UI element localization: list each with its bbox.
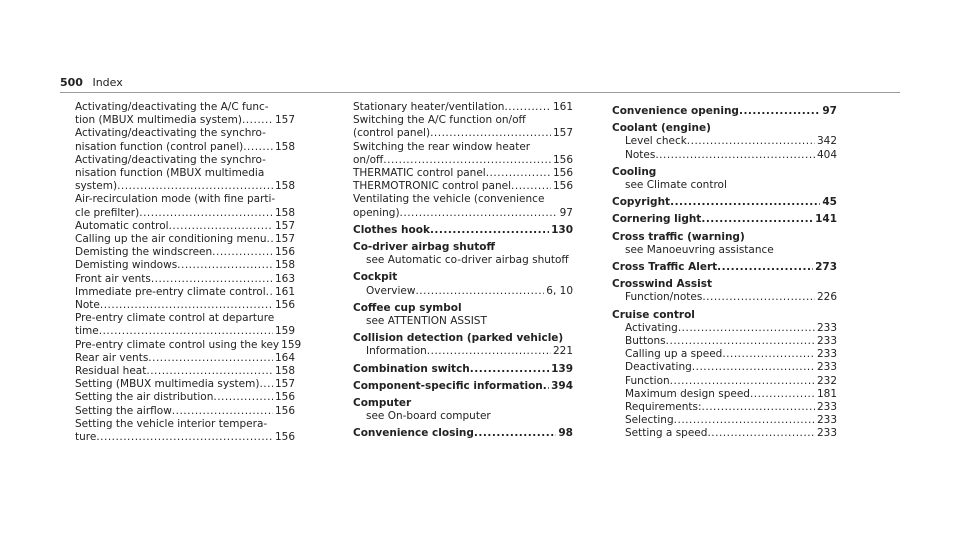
- subentry: [612, 388, 837, 401]
- entry-row: [75, 246, 295, 259]
- page-ref: 233: [816, 335, 837, 348]
- entry-text: Buttons: [625, 335, 666, 348]
- page-ref: 158: [274, 140, 295, 153]
- heading-text: Collision detection (parked vehicle): [353, 332, 564, 345]
- index-entry: [353, 380, 573, 393]
- header-rule: [60, 92, 900, 93]
- entry-text: ture: [75, 431, 97, 444]
- heading-text: Cooling: [612, 165, 657, 178]
- entry-row: [353, 180, 573, 193]
- index-column-2: [353, 101, 573, 441]
- subentry: [75, 259, 295, 272]
- entry-text: Information: [366, 345, 427, 358]
- dot-leader: [117, 180, 273, 193]
- entry-text: cle prefilter): [75, 206, 140, 219]
- page-ref: 233: [816, 414, 837, 427]
- dot-leader: [430, 224, 549, 237]
- entry-text: nisation function (control panel): [75, 140, 244, 153]
- page-header: [60, 76, 123, 89]
- index-entry: [612, 309, 837, 441]
- page-ref: 130: [551, 223, 573, 236]
- page-ref: 156: [274, 391, 295, 404]
- subentry: [353, 114, 573, 140]
- dot-leader: [242, 114, 273, 127]
- index-entry: [353, 224, 573, 237]
- subentry: [353, 345, 573, 358]
- entry-text: Front air vents: [75, 272, 151, 285]
- page-ref: 157: [274, 378, 295, 391]
- page-ref: 156: [274, 299, 295, 312]
- entry-heading: [353, 397, 573, 410]
- page-ref: 161: [552, 101, 573, 113]
- entry-heading: [353, 363, 573, 376]
- heading-text: Component-specific information: [353, 379, 543, 392]
- subentry: [353, 101, 573, 114]
- entry-line: nisation function (MBUX multimedia: [75, 167, 265, 180]
- dot-leader: [212, 246, 273, 259]
- subentry: [75, 273, 295, 286]
- dot-leader: [702, 291, 815, 304]
- entry-row: [75, 352, 295, 365]
- continued-subentries: [353, 101, 573, 220]
- page-ref: 342: [816, 135, 837, 148]
- dot-leader: [177, 259, 273, 272]
- entry-text: Setting (MBUX multimedia system): [75, 378, 260, 391]
- index-entry: [612, 261, 837, 274]
- heading-text: Coolant (engine): [612, 122, 711, 135]
- page-ref: 226: [816, 291, 837, 304]
- index-entry: [612, 105, 837, 118]
- heading-text: Combination switch: [353, 362, 470, 375]
- dot-leader: [474, 427, 556, 440]
- page-ref: 141: [815, 213, 837, 226]
- dot-leader: [750, 388, 815, 401]
- entry-row: [75, 405, 295, 418]
- entry-heading: [612, 213, 837, 226]
- entry-row: [75, 299, 295, 312]
- subentry: [353, 141, 573, 167]
- entry-heading: [353, 380, 573, 393]
- entry-text: opening): [353, 206, 400, 219]
- subentry: [612, 149, 837, 162]
- subentry: [612, 375, 837, 388]
- subentry: [75, 378, 295, 391]
- index-entry: [353, 332, 573, 358]
- entry-row: [353, 154, 573, 167]
- dot-leader: [139, 207, 273, 220]
- subentry: [353, 315, 573, 328]
- heading-text: Clothes hook: [353, 223, 430, 236]
- entry-heading: [612, 196, 837, 209]
- index-entry: [612, 231, 837, 257]
- entry-heading: [612, 122, 837, 135]
- heading-text: Convenience opening: [612, 105, 739, 117]
- page-ref: 156: [274, 431, 295, 444]
- page-ref: 6, 10: [546, 284, 573, 297]
- dot-leader: [146, 365, 273, 378]
- entry-row: [353, 167, 573, 180]
- heading-text: Cross traffic (warning): [612, 230, 745, 243]
- subentry: [353, 254, 573, 267]
- dot-leader: [430, 127, 551, 140]
- page-ref: 98: [558, 427, 573, 440]
- entry-text: Setting the air distribution: [75, 391, 214, 404]
- index-entry: [353, 427, 573, 440]
- index-entry: [353, 302, 573, 328]
- subentry: [75, 365, 295, 378]
- page-ref: 163: [274, 272, 295, 285]
- page-ref: 156: [552, 153, 573, 166]
- entry-line: Activating/deactivating the synchro-: [75, 127, 266, 140]
- dot-leader: [383, 154, 551, 167]
- subentry: [75, 405, 295, 418]
- entry-text: Selecting: [625, 414, 674, 427]
- subentry: [75, 312, 295, 338]
- page-ref: 156: [552, 167, 573, 180]
- subentry: [612, 348, 837, 361]
- page-ref: 181: [816, 387, 837, 400]
- heading-text: Cruise control: [612, 308, 695, 321]
- page-number: 500: [60, 76, 83, 89]
- heading-text: Cross Traffic Alert: [612, 261, 718, 274]
- index-entry: [353, 271, 573, 297]
- entry-text: see ATTENTION ASSIST: [366, 315, 487, 328]
- heading-text: Cockpit: [353, 271, 398, 284]
- entry-row: [75, 220, 295, 233]
- heading-text: Cornering light: [612, 213, 702, 226]
- dot-leader: [266, 286, 273, 299]
- dot-leader: [470, 363, 549, 376]
- entry-heading: [612, 231, 837, 244]
- dot-leader: [243, 141, 273, 154]
- page-ref: 45: [822, 196, 837, 209]
- page-ref: 157: [274, 114, 295, 127]
- entry-text: time: [75, 325, 99, 338]
- page-ref: 97: [559, 206, 573, 219]
- dot-leader: [172, 405, 273, 418]
- page-ref: 233: [816, 427, 837, 440]
- subentry: [75, 286, 295, 299]
- entry-text: Pre-entry climate control using the key: [75, 338, 280, 351]
- entry-heading: [353, 427, 573, 440]
- section-title: Index: [92, 76, 123, 89]
- subentry: [612, 414, 837, 427]
- entry-row: [75, 180, 295, 193]
- entry-text: Level check: [625, 135, 687, 148]
- page-ref: 157: [552, 127, 573, 140]
- page-ref: 158: [274, 259, 295, 272]
- entry-text: THERMOTRONIC control panel: [353, 180, 512, 193]
- entry-text: Calling up the air conditioning menu: [75, 233, 267, 246]
- entry-line: Ventilating the vehicle (convenience: [353, 193, 545, 206]
- dot-leader: [687, 135, 815, 148]
- page-ref: 233: [816, 361, 837, 374]
- entry-row: [353, 127, 573, 140]
- dot-leader: [701, 213, 813, 226]
- index-column-3: [612, 101, 837, 441]
- dot-leader: [148, 352, 273, 365]
- heading-text: Copyright: [612, 196, 671, 209]
- index-entry: [612, 122, 837, 162]
- dot-leader: [670, 196, 820, 209]
- subentry: [612, 335, 837, 348]
- page-ref: 273: [815, 261, 837, 274]
- page-ref: 158: [274, 180, 295, 193]
- subentry: [353, 285, 573, 298]
- entry-text: on/off: [353, 153, 384, 166]
- subentry: [75, 127, 295, 153]
- heading-text: Coffee cup symbol: [353, 301, 462, 314]
- entry-heading: [353, 224, 573, 237]
- dot-leader: [670, 375, 815, 388]
- entry-row: [75, 259, 295, 272]
- heading-text: Crosswind Assist: [612, 278, 713, 291]
- entry-text: Activating: [625, 321, 678, 334]
- entry-row: [353, 101, 573, 114]
- dot-leader: [702, 401, 815, 414]
- subentry: [612, 179, 837, 192]
- dot-leader: [259, 378, 273, 391]
- subentry: [612, 401, 837, 414]
- dot-leader: [427, 345, 551, 358]
- entry-line: Activating/deactivating the A/C func-: [75, 101, 269, 113]
- entry-text: see Automatic co-driver airbag shutoff: [366, 254, 569, 267]
- index-entry: [353, 363, 573, 376]
- subentry: [75, 220, 295, 233]
- entry-row: [75, 286, 295, 299]
- page-ref: 156: [552, 180, 573, 193]
- entry-text: Deactivating: [625, 361, 692, 374]
- entry-heading: [612, 105, 837, 118]
- entry-row: [353, 207, 573, 220]
- entry-line: Air-recirculation mode (with fine parti-: [75, 193, 276, 206]
- dot-leader: [722, 348, 815, 361]
- page-ref: 159: [281, 338, 302, 351]
- entry-row: [75, 378, 295, 391]
- entry-text: Demisting the windscreen: [75, 246, 213, 259]
- entry-heading: [612, 166, 837, 179]
- entry-heading: [353, 241, 573, 254]
- dot-leader: [717, 261, 813, 274]
- entry-row: [75, 391, 295, 404]
- subentry: [612, 244, 837, 257]
- entry-line: Setting the vehicle interior tempera-: [75, 417, 268, 430]
- entry-text: Overview: [366, 284, 416, 297]
- dot-leader: [99, 325, 273, 338]
- subentry: [75, 418, 295, 444]
- entry-line: Activating/deactivating the synchro-: [75, 153, 266, 166]
- entry-text: Automatic control: [75, 219, 169, 232]
- subentry: [75, 154, 295, 194]
- dot-leader: [674, 414, 815, 427]
- index-entry: [612, 213, 837, 226]
- subentry: [75, 391, 295, 404]
- subentry: [75, 233, 295, 246]
- subentry: [75, 101, 295, 127]
- entry-heading: [612, 309, 837, 322]
- subentry: [75, 352, 295, 365]
- subentry: [612, 427, 837, 440]
- dot-leader: [655, 149, 815, 162]
- page-ref: 156: [274, 246, 295, 259]
- dot-leader: [666, 335, 815, 348]
- subentry: [353, 180, 573, 193]
- page-ref: 161: [274, 285, 295, 298]
- entry-heading: [353, 332, 573, 345]
- page-ref: 232: [816, 374, 837, 387]
- heading-text: Convenience closing: [353, 427, 474, 440]
- subentry: [75, 299, 295, 312]
- index-column-1: [75, 101, 302, 444]
- page-ref: 97: [822, 105, 837, 117]
- entry-text: Function/notes: [625, 291, 703, 304]
- subentry: [353, 167, 573, 180]
- entry-heading: [353, 302, 573, 315]
- entry-heading: [612, 261, 837, 274]
- entry-text: tion (MBUX multimedia system): [75, 114, 242, 127]
- entry-text: Residual heat: [75, 365, 147, 378]
- entry-line: Switching the rear window heater: [353, 140, 531, 153]
- entry-heading: [612, 278, 837, 291]
- entry-text: THERMATIC control panel: [353, 167, 486, 180]
- page-ref: 233: [816, 348, 837, 361]
- page-ref: 156: [274, 404, 295, 417]
- entry-line: Switching the A/C function on/off: [353, 114, 526, 127]
- entry-row: [75, 365, 295, 378]
- page-ref: 233: [816, 321, 837, 334]
- index-entry: [612, 278, 837, 304]
- entry-text: Stationary heater/ventilation: [353, 101, 505, 113]
- subentry: [353, 193, 573, 219]
- dot-leader: [415, 285, 544, 298]
- heading-text: Computer: [353, 397, 412, 410]
- subentry: [612, 135, 837, 148]
- subentry: [353, 410, 573, 423]
- page-ref: 394: [551, 379, 573, 392]
- entry-line: Pre-entry climate control at departure: [75, 312, 275, 325]
- dot-leader: [486, 167, 551, 180]
- subentry: [612, 291, 837, 304]
- page-ref: 221: [552, 345, 573, 358]
- index-entries: [353, 224, 573, 441]
- entry-text: Setting the airflow: [75, 404, 172, 417]
- page-ref: 157: [274, 219, 295, 232]
- dot-leader: [678, 322, 815, 335]
- entry-row: [75, 207, 295, 220]
- heading-text: Co-driver airbag shutoff: [353, 241, 495, 254]
- subentry: [75, 193, 295, 219]
- entry-text: Calling up a speed: [625, 348, 723, 361]
- entry-text: (control panel): [353, 127, 431, 140]
- entry-text: Note: [75, 299, 100, 312]
- index-entry: [353, 397, 573, 423]
- entry-row: [75, 233, 295, 246]
- subentry: [612, 322, 837, 335]
- entry-text: see Climate control: [625, 179, 727, 192]
- page-ref: 139: [551, 362, 573, 375]
- page-ref: 233: [816, 401, 837, 414]
- entry-text: Setting a speed: [625, 427, 708, 440]
- entry-text: see Manoeuvring assistance: [625, 243, 774, 256]
- page-ref: 158: [274, 206, 295, 219]
- subentry: [612, 361, 837, 374]
- dot-leader: [151, 273, 273, 286]
- page-ref: 164: [274, 351, 295, 364]
- page-ref: 404: [816, 148, 837, 161]
- entry-row: [75, 114, 295, 127]
- entry-text: Notes: [625, 148, 656, 161]
- page-ref: 158: [274, 365, 295, 378]
- dot-leader: [400, 207, 558, 220]
- index-entry: [612, 166, 837, 192]
- dot-leader: [692, 361, 815, 374]
- entry-text: see On-board computer: [366, 410, 491, 423]
- entry-text: Requirements:: [625, 401, 702, 414]
- dot-leader: [96, 431, 273, 444]
- dot-leader: [169, 220, 273, 233]
- page-ref: 159: [274, 325, 295, 338]
- entry-row: [75, 338, 302, 352]
- entry-text: Immediate pre-entry climate control: [75, 285, 266, 298]
- page-ref: 157: [274, 233, 295, 246]
- entry-row: [75, 141, 295, 154]
- dot-leader: [511, 180, 551, 193]
- index-entry: [353, 241, 573, 267]
- entry-text: Function: [625, 374, 670, 387]
- dot-leader: [504, 101, 551, 114]
- index-entry: [612, 196, 837, 209]
- entry-row: [75, 325, 295, 338]
- entry-text: Maximum design speed: [625, 387, 750, 400]
- dot-leader: [100, 299, 273, 312]
- entry-text: Demisting windows: [75, 259, 178, 272]
- entry-heading: [353, 271, 573, 284]
- subentry: [75, 338, 302, 352]
- subentry: [75, 246, 295, 259]
- entry-row: [75, 431, 295, 444]
- dot-leader: [213, 391, 273, 404]
- entry-text: Rear air vents: [75, 351, 149, 364]
- entry-text: system): [75, 180, 118, 193]
- dot-leader: [739, 105, 820, 118]
- dot-leader: [707, 427, 815, 440]
- entry-row: [75, 273, 295, 286]
